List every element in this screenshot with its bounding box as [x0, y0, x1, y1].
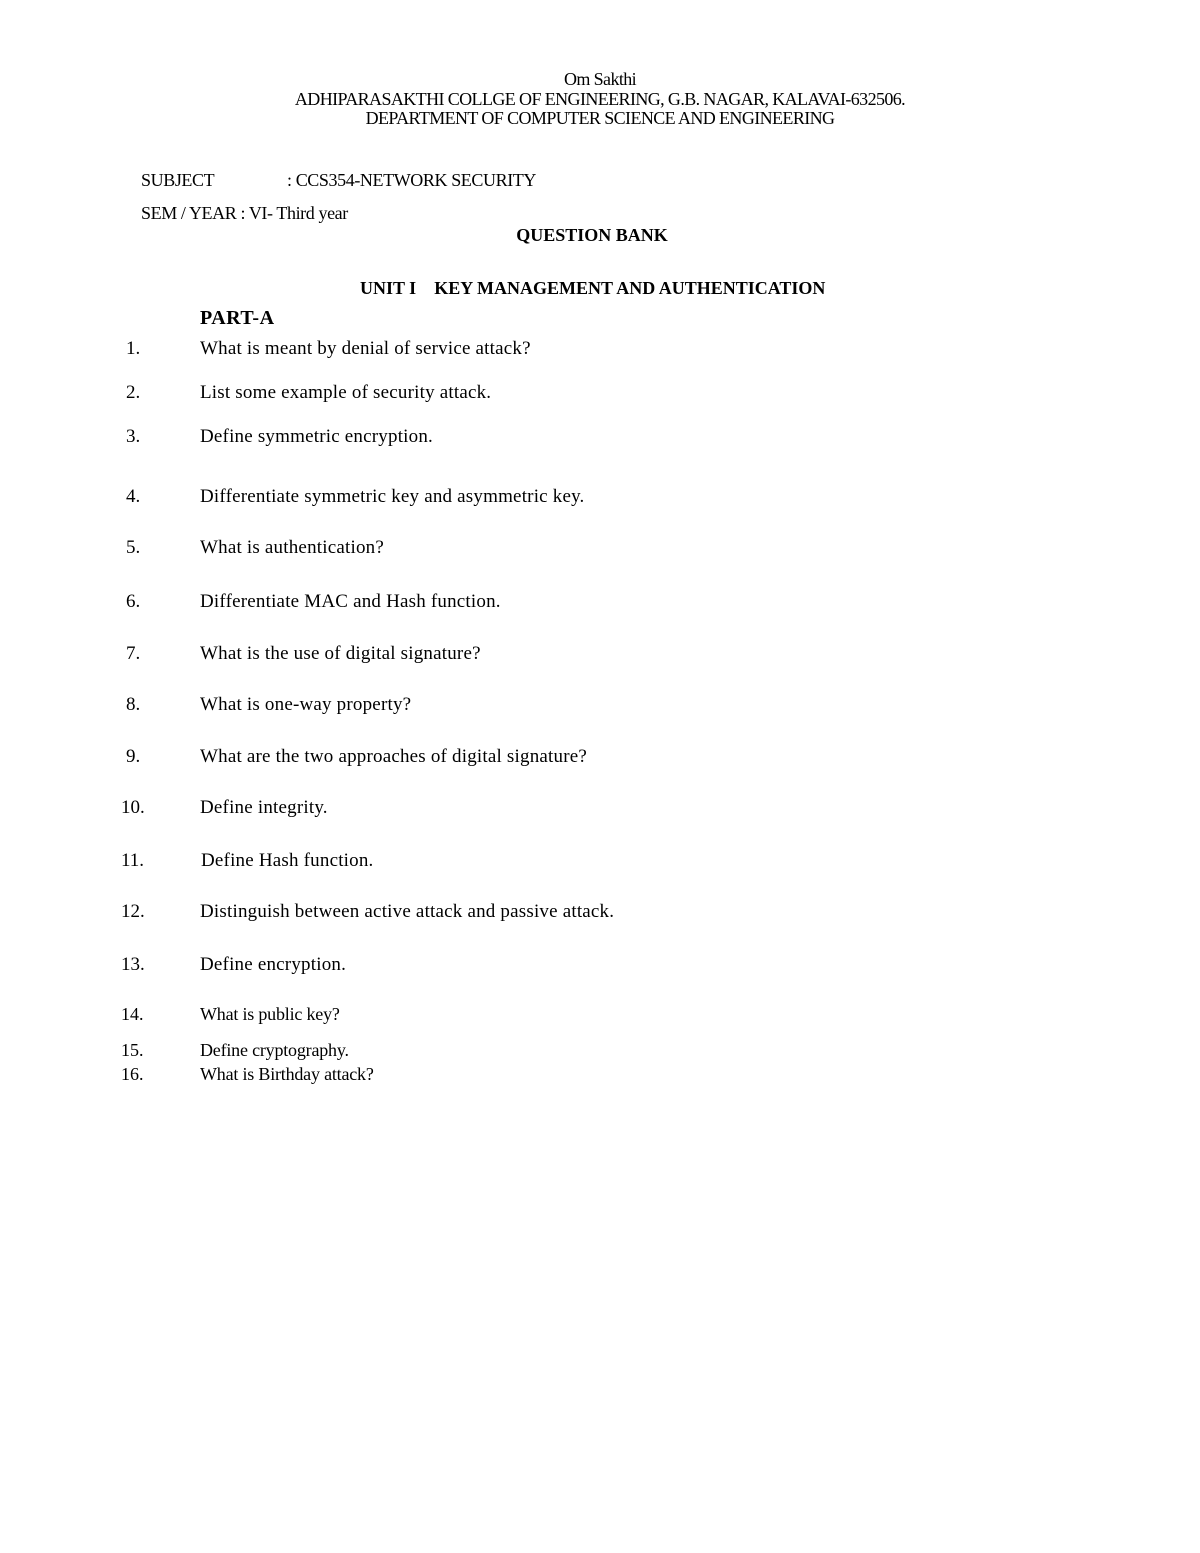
question-text: What is authentication?	[200, 537, 384, 558]
question-number: 7.	[126, 643, 141, 664]
header-invocation: Om Sakthi	[563, 69, 637, 89]
question-text: What is one-way property?	[200, 694, 412, 715]
question-text: Define cryptography.	[200, 1040, 349, 1060]
question-text: What are the two approaches of digital signature?	[200, 746, 588, 767]
question-text: Differentiate symmetric key and asymmetric key.	[200, 486, 585, 507]
question-text: List some example of security attack.	[200, 382, 492, 403]
question-text: Distinguish between active attack and passive attack.	[200, 901, 615, 922]
question-text: Differentiate MAC and Hash function.	[200, 591, 501, 612]
subject-label: SUBJECT	[141, 170, 215, 190]
subject-line	[141, 169, 536, 191]
header-college-name: ADHIPARASAKTHI COLLGE OF ENGINEERING, G.B. NAGAR, KALAVAI-632506.	[294, 89, 906, 109]
question-text: What is Birthday attack?	[200, 1064, 374, 1084]
question-number: 2.	[126, 382, 141, 403]
question-number: 4.	[126, 486, 141, 507]
question-text: What is the use of digital signature?	[200, 643, 481, 664]
unit-heading	[360, 277, 825, 299]
subject-value: : CCS354-NETWORK SECURITY	[287, 170, 537, 190]
question-number: 16.	[121, 1064, 144, 1084]
question-text: Define Hash function.	[201, 850, 374, 871]
question-number: 3.	[126, 426, 141, 447]
question-number: 15.	[121, 1040, 144, 1060]
question-text: What is meant by denial of service attack?	[200, 338, 531, 359]
document-title: QUESTION BANK	[516, 225, 668, 245]
question-text: Define encryption.	[200, 954, 347, 975]
semyear-line	[141, 202, 348, 224]
question-text: What is public key?	[200, 1004, 340, 1024]
unit-name: KEY MANAGEMENT AND AUTHENTICATION	[434, 278, 826, 298]
question-number: 12.	[121, 901, 145, 922]
part-heading: PART-A	[200, 307, 275, 329]
question-text: Define integrity.	[200, 797, 328, 818]
question-number: 11.	[121, 850, 145, 871]
question-number: 1.	[126, 338, 141, 359]
question-number: 14.	[121, 1004, 144, 1024]
header-department: DEPARTMENT OF COMPUTER SCIENCE AND ENGINEERING	[365, 108, 835, 128]
unit-number: UNIT I	[360, 278, 417, 298]
question-number: 5.	[126, 537, 141, 558]
question-number: 9.	[126, 746, 141, 767]
question-text: Define symmetric encryption.	[200, 426, 433, 447]
question-number: 13.	[121, 954, 145, 975]
semyear-label: SEM / YEAR	[141, 203, 237, 223]
question-number: 6.	[126, 591, 141, 612]
question-number: 8.	[126, 694, 141, 715]
question-number: 10.	[121, 797, 145, 818]
semyear-value: : VI- Third year	[240, 203, 348, 223]
